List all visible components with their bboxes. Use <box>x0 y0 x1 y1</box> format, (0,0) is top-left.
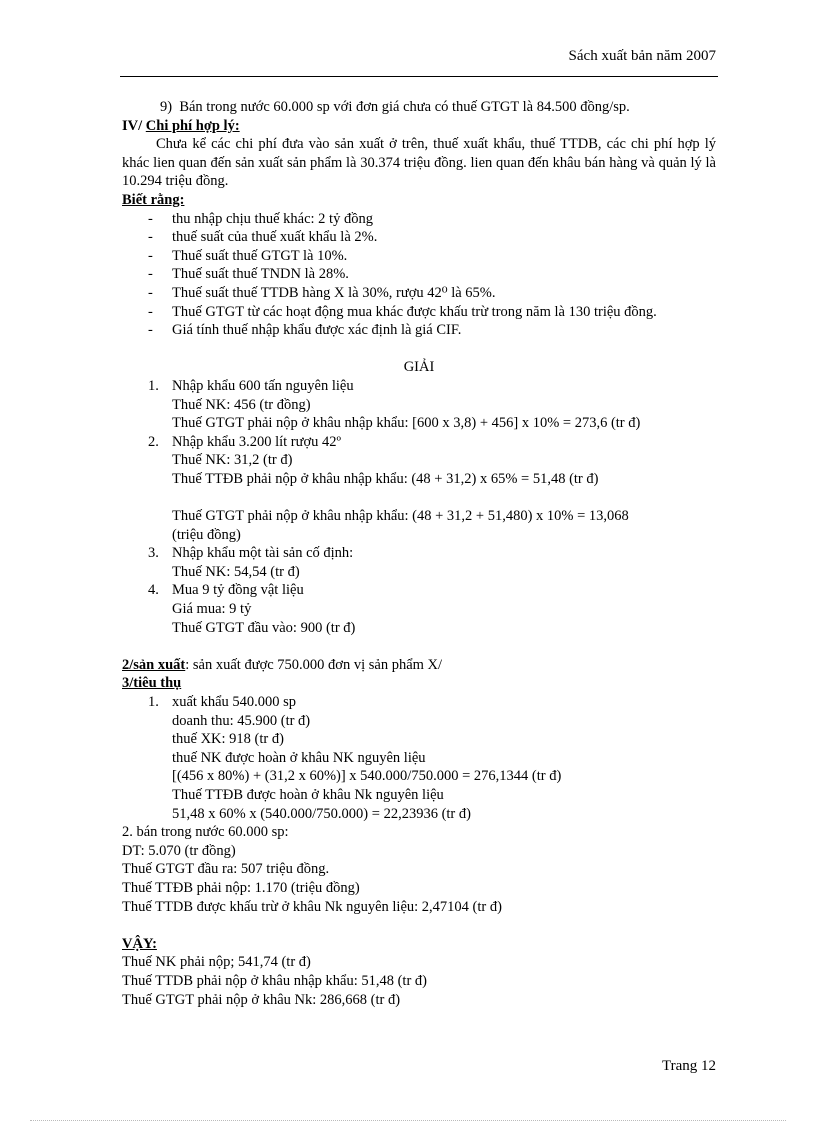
export-lines <box>122 712 716 824</box>
page-header: Sách xuất bản năm 2007 <box>568 48 716 64</box>
spacer <box>122 340 716 359</box>
assumption-text: thuế suất của thuế xuất khẩu là 2%. <box>172 229 378 246</box>
spacer <box>122 637 716 656</box>
solution-item-number: 2. <box>148 433 159 450</box>
solution-item-line: Thuế GTGT đầu vào: 900 (tr đ) <box>172 619 356 636</box>
export-line: [(456 x 80%) + (31,2 x 60%)] x 540.000/750.000 = 276,1344 (tr đ) <box>172 768 562 785</box>
assumption-text: Giá tính thuế nhập khẩu được xác định là giá CIF. <box>172 322 462 339</box>
assumption-item <box>122 210 716 229</box>
assumption-text: Thuế GTGT từ các hoạt động mua khác được khấu trừ trong năm là 130 triệu đồng. <box>172 303 657 320</box>
solution-item-line <box>122 488 716 507</box>
assumption-item <box>122 228 716 247</box>
solution-item-line: Thuế TTĐB phải nộp ở khâu nhập khẩu: (48 + 31,2) x 65% = 51,48 (tr đ) <box>172 470 599 487</box>
solution-item-number: 3. <box>148 545 159 562</box>
consumption-label: 3/tiêu thụ <box>122 675 182 692</box>
export-head: xuất khẩu 540.000 sp <box>172 694 297 710</box>
solution-item <box>122 581 716 600</box>
export-line: Thuế TTĐB được hoàn ở khâu Nk nguyên liệu <box>172 786 444 803</box>
conclusion-line: Thuế NK phải nộp; 541,74 (tr đ) <box>122 954 311 971</box>
solution-item-line: Thuế NK: 31,2 (tr đ) <box>172 452 293 469</box>
solution-item-line: Thuế GTGT phải nộp ở khâu nhập khẩu: (48 + 31,2 + 51,480) x 10% = 13,068 <box>172 508 629 525</box>
bullet-dash: - <box>148 322 153 339</box>
domestic-line: Thuế TTĐB phải nộp: 1.170 (triệu đồng) <box>122 879 360 896</box>
assumption-item <box>122 284 716 303</box>
section-4-heading <box>122 117 716 136</box>
conclusion-line: Thuế TTDB phải nộp ở khâu nhập khẩu: 51,48 (tr đ) <box>122 972 427 989</box>
solution-item-head: Nhập khẩu một tài sản cố định: <box>172 545 354 562</box>
solution-item-head: Nhập khẩu 600 tấn nguyên liệu <box>172 377 354 394</box>
domestic-line: Thuế TTDB được khấu trừ ở khâu Nk nguyên liệu: 2,47104 (tr đ) <box>122 898 502 915</box>
spacer <box>122 916 716 935</box>
solution-item-line: (triệu đồng) <box>172 526 241 543</box>
solution-items <box>122 377 716 637</box>
know-heading: Biết rằng: <box>122 191 185 208</box>
solution-item-number: 1. <box>148 377 159 394</box>
assumption-text: thu nhập chịu thuế khác: 2 tỷ đồng <box>172 210 373 227</box>
assumption-text: Thuế suất thuế TNDN là 28%. <box>172 266 349 283</box>
item-9: 9) Bán trong nước 60.000 sp với đơn giá chưa có thuế GTGT là 84.500 đồng/sp. <box>160 99 630 115</box>
domestic-line: DT: 5.070 (tr đồng) <box>122 842 236 859</box>
assumption-item <box>122 265 716 284</box>
assumption-text: Thuế suất thuế GTGT là 10%. <box>172 247 348 264</box>
assumption-item <box>122 321 716 340</box>
conclusion-line: Thuế GTGT phải nộp ở khâu Nk: 286,668 (tr đ) <box>122 991 401 1008</box>
section-4-title: Chi phí hợp lý: <box>145 117 240 134</box>
solution-item-line: Thuế NK: 54,54 (tr đ) <box>172 563 300 580</box>
production-line <box>122 656 716 675</box>
conclusion-title: VẬY: <box>122 935 157 952</box>
cost-paragraph: Chưa kể các chi phí đưa vào sản xuất ở trên, thuế xuất khẩu, thuế TTDB, các chi phí hợp lý khác lien quan đến sản xuất sản phẩm là 30.374 triệu đồng. lien quan đến khâu bán hàng và quản lý là 10.294 triệu đồng. <box>122 136 716 190</box>
assumption-item <box>122 303 716 322</box>
bullet-dash: - <box>148 266 153 283</box>
solution-item-line: Thuế GTGT phải nộp ở khâu nhập khẩu: [600 x 3,8) + 456] x 10% = 273,6 (tr đ) <box>172 415 641 432</box>
export-item <box>122 693 716 712</box>
export-number: 1. <box>148 694 159 710</box>
page-content <box>122 98 716 1009</box>
assumption-text: Thuế suất thuế TTDB hàng X là 30%, rượu 42⁰ là 65%. <box>172 284 496 301</box>
bullet-dash: - <box>148 303 153 320</box>
export-line: doanh thu: 45.900 (tr đ) <box>172 712 311 729</box>
solution-item <box>122 377 716 396</box>
header-rule <box>120 76 718 77</box>
solution-item <box>122 433 716 452</box>
solution-item-number: 4. <box>148 582 159 599</box>
production-label: 2/sản xuất <box>122 656 186 673</box>
export-line: 51,48 x 60% x (540.000/750.000) = 22,23936 (tr đ) <box>172 805 471 822</box>
page-number: Trang 12 <box>661 1058 716 1074</box>
domestic-line: Thuế GTGT đầu ra: 507 triệu đồng. <box>122 861 330 878</box>
section-4-prefix: IV/ <box>122 117 146 134</box>
bullet-dash: - <box>148 284 153 301</box>
bullet-dash: - <box>148 229 153 246</box>
solution-item-line: Giá mua: 9 tỷ <box>172 601 252 618</box>
assumption-item <box>122 247 716 266</box>
footer-rule <box>30 1120 786 1121</box>
export-line: thuế NK được hoàn ở khâu NK nguyên liệu <box>172 749 426 766</box>
solution-item-head: Nhập khẩu 3.200 lít rượu 42º <box>172 433 342 450</box>
bullet-dash: - <box>148 247 153 264</box>
solution-item-line: Thuế NK: 456 (tr đồng) <box>172 396 311 413</box>
solution-item-head: Mua 9 tỷ đồng vật liệu <box>172 582 304 599</box>
assumption-list <box>122 210 716 340</box>
bullet-dash: - <box>148 210 153 227</box>
solution-item <box>122 544 716 563</box>
production-text: : sản xuất được 750.000 đơn vị sản phẩm X/ <box>185 656 443 673</box>
solution-title: GIẢI <box>403 359 435 376</box>
export-line: thuế XK: 918 (tr đ) <box>172 731 284 748</box>
conclusion-lines <box>122 953 716 1009</box>
domestic-lines <box>122 823 716 916</box>
domestic-line: 2. bán trong nước 60.000 sp: <box>122 824 289 841</box>
